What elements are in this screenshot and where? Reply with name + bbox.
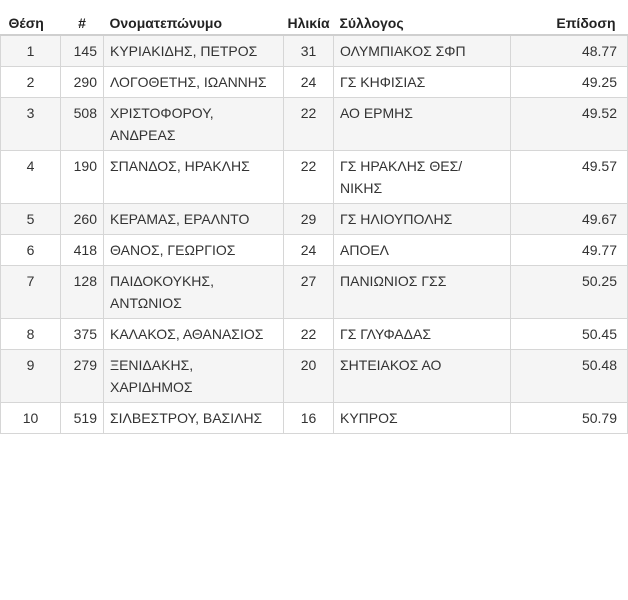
cell-age: 20: [284, 350, 334, 403]
cell-performance: 50.45: [511, 319, 628, 350]
cell-age: 22: [284, 319, 334, 350]
cell-club: ΠΑΝΙΩΝΙΟΣ ΓΣΣ: [334, 266, 511, 319]
table-row: [1, 235, 628, 266]
table-row: [1, 67, 628, 98]
cell-club: ΟΛΥΜΠΙΑΚΟΣ ΣΦΠ: [334, 35, 511, 67]
cell-performance: 50.79: [511, 403, 628, 434]
cell-performance: 50.48: [511, 350, 628, 403]
table-row: [1, 98, 628, 151]
cell-position: 1: [1, 35, 61, 67]
cell-position: 3: [1, 98, 61, 151]
cell-club: ΚΥΠΡΟΣ: [334, 403, 511, 434]
cell-age: 24: [284, 67, 334, 98]
cell-bib: 279: [61, 350, 104, 403]
cell-name: ΠΑΙΔΟΚΟΥΚΗΣ, ΑΝΤΩΝΙΟΣ: [104, 266, 284, 319]
cell-name: ΘΑΝΟΣ, ΓΕΩΡΓΙΟΣ: [104, 235, 284, 266]
table-row: [1, 266, 628, 319]
cell-bib: 375: [61, 319, 104, 350]
cell-name: ΚΑΛΑΚΟΣ, ΑΘΑΝΑΣΙΟΣ: [104, 319, 284, 350]
cell-position: 8: [1, 319, 61, 350]
cell-performance: 49.25: [511, 67, 628, 98]
cell-bib: 128: [61, 266, 104, 319]
cell-position: 4: [1, 151, 61, 204]
cell-bib: 190: [61, 151, 104, 204]
table-row: [1, 204, 628, 235]
cell-position: 10: [1, 403, 61, 434]
cell-name: ΚΥΡΙΑΚΙΔΗΣ, ΠΕΤΡΟΣ: [104, 35, 284, 67]
cell-position: 7: [1, 266, 61, 319]
cell-age: 29: [284, 204, 334, 235]
cell-bib: 290: [61, 67, 104, 98]
header-performance: Επίδοση: [511, 0, 628, 35]
cell-club: ΓΣ ΚΗΦΙΣΙΑΣ: [334, 67, 511, 98]
cell-name: ΧΡΙΣΤΟΦΟΡΟΥ, ΑΝΔΡΕΑΣ: [104, 98, 284, 151]
cell-bib: 145: [61, 35, 104, 67]
cell-age: 31: [284, 35, 334, 67]
cell-club: ΓΣ ΗΡΑΚΛΗΣ ΘΕΣ/ΝΙΚΗΣ: [334, 151, 511, 204]
header-name: Ονοματεπώνυμο: [104, 0, 284, 35]
cell-bib: 418: [61, 235, 104, 266]
table-row: [1, 319, 628, 350]
header-row: [1, 0, 628, 35]
cell-performance: 49.52: [511, 98, 628, 151]
table-header: [1, 0, 628, 35]
cell-name: ΣΠΑΝΔΟΣ, ΗΡΑΚΛΗΣ: [104, 151, 284, 204]
table-row: [1, 350, 628, 403]
cell-age: 27: [284, 266, 334, 319]
cell-club: ΑΟ ΕΡΜΗΣ: [334, 98, 511, 151]
cell-name: ΞΕΝΙΔΑΚΗΣ, ΧΑΡΙΔΗΜΟΣ: [104, 350, 284, 403]
header-club: Σύλλογος: [334, 0, 511, 35]
cell-performance: 49.57: [511, 151, 628, 204]
cell-age: 24: [284, 235, 334, 266]
header-age: Ηλικία: [284, 0, 334, 35]
cell-club: ΑΠΟΕΛ: [334, 235, 511, 266]
cell-performance: 49.77: [511, 235, 628, 266]
cell-age: 16: [284, 403, 334, 434]
cell-performance: 50.25: [511, 266, 628, 319]
table-body: [1, 35, 628, 434]
cell-position: 2: [1, 67, 61, 98]
table-row: [1, 403, 628, 434]
header-bib: #: [61, 0, 104, 35]
cell-position: 6: [1, 235, 61, 266]
cell-position: 5: [1, 204, 61, 235]
cell-performance: 48.77: [511, 35, 628, 67]
table-row: [1, 35, 628, 67]
cell-position: 9: [1, 350, 61, 403]
cell-club: ΓΣ ΗΛΙΟΥΠΟΛΗΣ: [334, 204, 511, 235]
cell-age: 22: [284, 151, 334, 204]
cell-bib: 508: [61, 98, 104, 151]
cell-name: ΣΙΛΒΕΣΤΡΟΥ, ΒΑΣΙΛΗΣ: [104, 403, 284, 434]
cell-club: ΓΣ ΓΛΥΦΑΔΑΣ: [334, 319, 511, 350]
cell-bib: 260: [61, 204, 104, 235]
header-position: Θέση: [1, 0, 61, 35]
cell-performance: 49.67: [511, 204, 628, 235]
cell-name: ΛΟΓΟΘΕΤΗΣ, ΙΩΑΝΝΗΣ: [104, 67, 284, 98]
cell-age: 22: [284, 98, 334, 151]
table-row: [1, 151, 628, 204]
cell-name: ΚΕΡΑΜΑΣ, ΕΡΑΛΝΤΟ: [104, 204, 284, 235]
cell-club: ΣΗΤΕΙΑΚΟΣ ΑΟ: [334, 350, 511, 403]
cell-bib: 519: [61, 403, 104, 434]
